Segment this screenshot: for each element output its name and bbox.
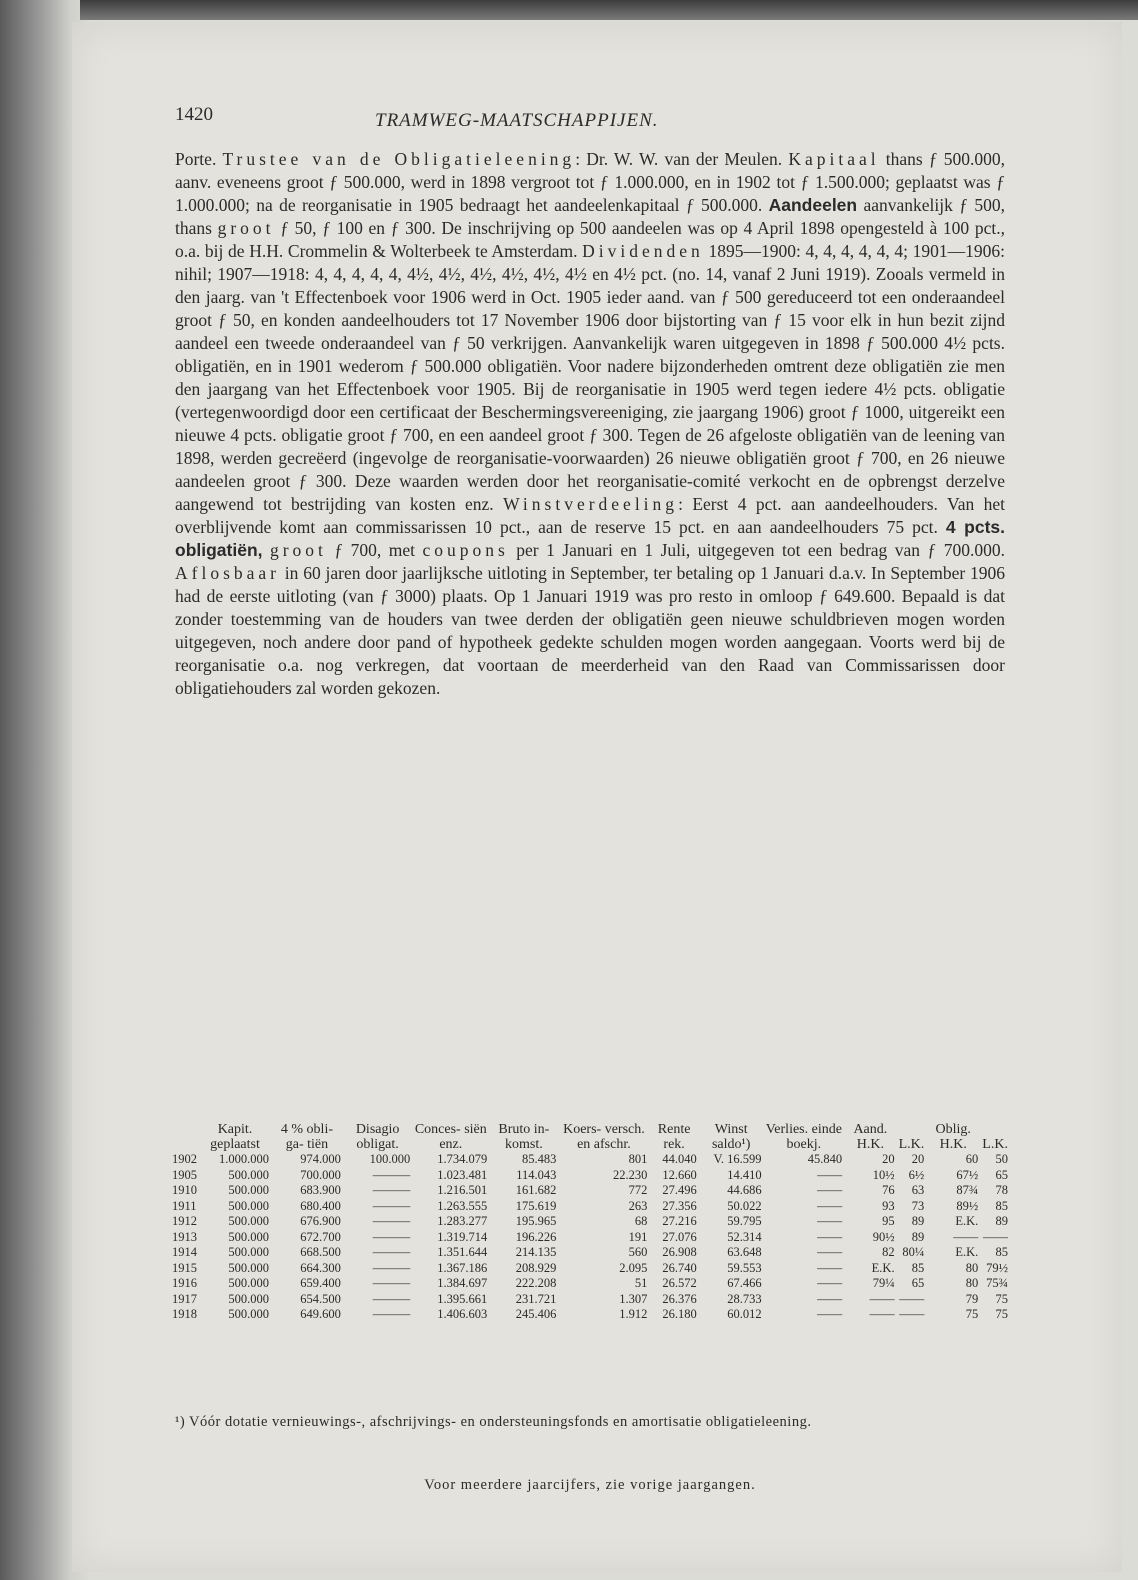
table-cell: 500.000 (228, 1183, 269, 1197)
running-title: TRAMWEG-MAATSCHAPPIJEN. (375, 110, 659, 131)
table-cell: ——— (372, 1307, 411, 1321)
table-cell: 80 (965, 1276, 979, 1290)
table-cell: 196.226 (515, 1229, 557, 1244)
table-cell: 20 (882, 1152, 895, 1166)
column-header: L.K. (982, 1137, 1008, 1152)
table-cell: 100.000 (369, 1152, 411, 1166)
table-cell: ——— (372, 1214, 411, 1228)
table-row (170, 1276, 1010, 1292)
row-year: 1910 (172, 1183, 197, 1197)
table-cell: 79¼ (872, 1276, 895, 1290)
table-cell: 500.000 (228, 1198, 269, 1213)
table-row (170, 1292, 1010, 1308)
table-cell: 50.022 (727, 1198, 762, 1213)
table-cell: 63.648 (727, 1245, 762, 1259)
spaced-heading: Kapitaal (788, 149, 880, 169)
table-cell: 500.000 (228, 1214, 269, 1228)
table-cell: 10½ (872, 1167, 895, 1182)
table-cell: 44.686 (727, 1183, 762, 1197)
company-description (175, 148, 1005, 700)
table-cell: 1.351.644 (437, 1245, 488, 1259)
spaced-heading: Trustee van de Obligatieleening (222, 149, 576, 169)
table-row (170, 1168, 1010, 1184)
table-cell: 44.040 (662, 1152, 697, 1166)
table-cell: 75 (995, 1291, 1008, 1306)
table-cell: 222.208 (515, 1276, 557, 1290)
table-cell: —— (983, 1229, 1008, 1244)
table-cell: —— (817, 1229, 843, 1244)
table-cell: 89 (911, 1229, 925, 1244)
table-cell: 191 (628, 1229, 648, 1244)
table-cell: 1.406.603 (437, 1307, 488, 1321)
table-row (170, 1307, 1010, 1323)
spaced-heading: coupons (422, 540, 509, 560)
row-year: 1917 (172, 1291, 197, 1306)
table-cell: 52.314 (727, 1229, 762, 1244)
row-year: 1913 (172, 1229, 197, 1244)
table-cell: 95 (882, 1214, 895, 1228)
column-header: Bruto in- komst. (498, 1122, 550, 1152)
column-header: Disagio obligat. (355, 1122, 400, 1152)
table-cell: 27.356 (662, 1198, 697, 1213)
table-row (170, 1261, 1010, 1277)
table-cell: —— (869, 1307, 895, 1321)
table-cell: 75 (965, 1307, 979, 1321)
table-cell: —— (899, 1291, 925, 1306)
table-cell: 500.000 (228, 1291, 269, 1306)
table-cell: 500.000 (228, 1260, 269, 1275)
table-cell: 78 (995, 1183, 1008, 1197)
table-cell: 67½ (956, 1167, 979, 1182)
table-cell: 85 (911, 1260, 925, 1275)
column-header: Kapit. geplaatst (210, 1122, 260, 1152)
table-cell: 51 (634, 1276, 648, 1290)
row-year: 1905 (172, 1167, 197, 1182)
table-cell: 659.400 (300, 1276, 341, 1290)
table-cell: 26.572 (662, 1276, 697, 1290)
table-cell: 26.908 (662, 1245, 697, 1259)
table-cell: 75¾ (986, 1276, 1008, 1290)
table-cell: 26.740 (662, 1260, 697, 1275)
table-cell: 6½ (908, 1167, 925, 1182)
table-cell: 89½ (956, 1198, 979, 1213)
table-cell: 26.180 (662, 1307, 697, 1321)
table-cell: 89 (995, 1214, 1008, 1228)
table-cell: 89 (911, 1214, 925, 1228)
row-year: 1912 (172, 1214, 197, 1228)
table-cell: 2.095 (619, 1260, 648, 1275)
row-year: 1916 (172, 1276, 197, 1290)
table-cell: 75 (995, 1307, 1008, 1321)
table-cell: 1.319.714 (437, 1229, 488, 1244)
text-span (263, 540, 270, 560)
table-cell: 82 (882, 1245, 895, 1259)
table-cell: 772 (628, 1183, 648, 1197)
table-cell: 245.406 (515, 1307, 557, 1321)
table-cell: 1.367.186 (437, 1260, 488, 1275)
text-span: Porte. (175, 149, 223, 169)
table-cell: 27.076 (662, 1229, 697, 1244)
scan-top-edge (80, 0, 1138, 20)
text-span: : Eerst 4 pct. aan aandeelhouders. Van het overblijvende komt aan commissarissen 10 pct., aan de reserve 15 pct. en aan aandeelhouders 75 pct. (175, 494, 1005, 537)
text-span: aanvankelijk ƒ 500, thans (175, 195, 1006, 238)
financial-table (170, 1122, 1010, 1323)
table-cell: 231.721 (515, 1291, 557, 1306)
table-row (170, 1183, 1010, 1199)
row-year: 1902 (172, 1152, 197, 1166)
text-span: ƒ 700, met (326, 540, 423, 560)
table-cell: 208.929 (515, 1260, 557, 1275)
column-header: Aand. H.K. (853, 1122, 888, 1152)
page-number: 1420 (175, 104, 213, 125)
spaced-heading: Winstverdeeling (503, 494, 679, 514)
column-header: Koers- versch. en afschr. (563, 1122, 645, 1152)
table-cell: 73 (911, 1198, 925, 1213)
table-cell: —— (817, 1198, 843, 1213)
table-cell: 1.912 (619, 1307, 648, 1321)
text-span: : Dr. W. W. van der Meulen. (575, 149, 789, 169)
table-cell: E.K. (955, 1245, 979, 1259)
table-cell: —— (817, 1260, 843, 1275)
table-cell: 28.733 (727, 1291, 762, 1306)
table-cell: E.K. (955, 1214, 979, 1228)
table-cell: 20 (911, 1152, 925, 1166)
table-row (170, 1214, 1010, 1230)
text-span: ƒ 50, ƒ 100 en ƒ 300. De inschrijving op 500 aandeelen was op 4 April 1898 opengesteld à 100 pct., o.a. bij de H.H. Crommelin & Wolterbeek te Amsterdam. (175, 218, 1005, 261)
column-header: Winst saldo¹) (711, 1122, 751, 1152)
table-cell: 22.230 (613, 1167, 648, 1182)
table-cell: 654.500 (300, 1291, 341, 1306)
table-cell: 27.496 (662, 1183, 697, 1197)
table-cell: 76 (882, 1183, 895, 1197)
column-header: L.K. (898, 1137, 925, 1152)
table-cell: 85 (995, 1198, 1008, 1213)
table-cell: 801 (628, 1152, 648, 1166)
table-cell: —— (899, 1307, 925, 1321)
column-header: 4 % obli- ga- tiën (280, 1122, 333, 1152)
table-cell: 60 (965, 1152, 979, 1166)
table-cell: E.K. (871, 1260, 895, 1275)
table-cell: —— (817, 1307, 843, 1321)
table-cell: 175.619 (515, 1198, 557, 1213)
table-cell: 649.600 (300, 1307, 341, 1321)
table-cell: 63 (911, 1183, 925, 1197)
row-year: 1911 (172, 1198, 197, 1213)
table-cell: —— (817, 1183, 843, 1197)
spaced-heading: Aflosbaar (175, 563, 281, 583)
body-text (175, 148, 1005, 700)
spaced-heading: Dividenden (582, 241, 704, 261)
table-cell: 560 (628, 1245, 648, 1259)
table-cell: 1.734.079 (437, 1152, 488, 1166)
table-cell: 27.216 (662, 1214, 697, 1228)
table-cell: 85.483 (522, 1152, 557, 1166)
text-span: thans ƒ 500.000, aanv. eveneens groot ƒ 500.000, werd in 1898 vergroot tot ƒ 1.000.000, en in 1902 tot ƒ 1.500.000; geplaatst was ƒ 1.000.000; na de reorganisatie in 1905 bedraagt het aandeelenkapitaal ƒ 500.000. (175, 149, 1005, 215)
table-cell: 672.700 (300, 1229, 341, 1244)
table-row (170, 1152, 1010, 1168)
text-span: in 60 jaren door jaarlijksche uitloting in September, ter betaling op 1 Januari d.a.v. In September 1906 had de eerste uitloting (van ƒ 3000) plaats. Op 1 Januari 1919 was pro resto in omloop ƒ 649.600. Bepaald is dat zonder toestemming van de houders van twee derden der obligatiën geen nieuwe schuldbrieven mogen worden uitgegeven, noch andere door pand of hypotheek gedekte schulden mogen worden aangegaan. Voorts werd bij de reorganisatie o.a. nog verkregen, dat voortaan de meerderheid van den Raad van Commissarissen door obligatiehouders zal worden gekozen. (175, 563, 1005, 698)
table-cell: 1.283.277 (437, 1214, 488, 1228)
table-cell: ——— (372, 1291, 411, 1306)
table-cell: 974.000 (300, 1152, 341, 1166)
table-cell: —— (817, 1167, 843, 1182)
table-cell: 161.682 (515, 1183, 557, 1197)
table-cell: 664.300 (300, 1260, 341, 1275)
table-cell: 1.000.000 (219, 1152, 269, 1166)
table-cell: 26.376 (662, 1291, 697, 1306)
table-cell: 214.135 (515, 1245, 557, 1259)
table-cell: 1.307 (619, 1291, 648, 1306)
table-cell: 500.000 (228, 1167, 269, 1182)
column-header (170, 1122, 199, 1152)
table-row (170, 1199, 1010, 1215)
table-cell: 1.395.661 (437, 1291, 488, 1306)
table-cell: —— (817, 1276, 843, 1290)
table-cell: —— (817, 1214, 843, 1228)
row-year: 1915 (172, 1260, 197, 1275)
bold-heading: 4 pcts. obligatiën, (175, 517, 1005, 560)
table-cell: 500.000 (228, 1307, 269, 1321)
table-cell: 79 (965, 1291, 979, 1306)
table-cell: 683.900 (300, 1183, 341, 1197)
table-cell: 90½ (872, 1229, 895, 1244)
table-cell: 114.043 (516, 1167, 557, 1182)
table-cell: 50 (995, 1152, 1008, 1166)
data-table (170, 1122, 1010, 1323)
table-cell: ——— (372, 1167, 411, 1182)
table-cell: 500.000 (228, 1229, 269, 1244)
table-cell: 14.410 (727, 1167, 762, 1182)
table-cell: 680.400 (300, 1198, 341, 1213)
table-cell: 80 (965, 1260, 979, 1275)
table-cell: 65 (995, 1167, 1008, 1182)
table-cell: V. 16.599 (713, 1152, 762, 1166)
table-cell: 668.500 (300, 1245, 341, 1259)
table-row (170, 1230, 1010, 1246)
table-cell: ——— (372, 1276, 411, 1290)
table-cell: ——— (372, 1183, 411, 1197)
table-cell: 87¾ (956, 1183, 979, 1197)
table-cell: 676.900 (300, 1214, 341, 1228)
table-cell: ——— (372, 1198, 411, 1213)
column-header: Oblig. H.K. (935, 1122, 971, 1152)
row-year: 1918 (172, 1307, 197, 1321)
table-cell: 263 (628, 1198, 648, 1213)
page-header (175, 104, 1005, 134)
row-year: 1914 (172, 1245, 197, 1259)
table-cell: 65 (911, 1276, 925, 1290)
text-span: 1895—1900: 4, 4, 4, 4, 4, 4; 1901—1906: nihil; 1907—1918: 4, 4, 4, 4, 4, 4½, 4½, 4½, 4½, 4½, 4½ en 4½ pct. (no. 14, vanaf 2 Juni 1919). Zooals vermeld in den jaarg. van 't Effectenboek voor 1906 werd in Oct. 1905 ieder aand. van ƒ 500 gereduceerd tot een onderaandeel groot ƒ 50, en konden aandeelhouders tot 17 November 1906 door bijstorting van ƒ 15 voor elk in hun bezit zijnd aandeel een tweede onderaandeel van ƒ 50 verkrijgen. Aanvankelijk waren uitgegeven in 1898 ƒ 500.000 4½ pcts. obligatiën, en in 1901 wederom ƒ 500.000 obligatiën. Voor nadere bijzonderheden omtrent deze obligatiën zie men den jaargang van het Effectenboek voor 1905. Bij de reorganisatie in 1905 werd tegen iedere 4½ pcts. obligatie (vertegenwoordigd door een certificaat der Beschermingsvereeniging, zie jaargang 1906) groot ƒ 1000, uitgereikt een nieuwe 4 pcts. obligatie groot ƒ 700, en een aandeel groot ƒ 300. Tegen de 26 afgeloste obligatiën van de leening van 1898, werden gecreëerd (ingevolge de reorganisatie-voorwaarden) 26 nieuwe obligatiën groot ƒ 700, en 26 nieuwe aandeelen groot ƒ 300. Deze waarden werden door het reorganisatie-comité verkocht en de opbrengst derzelve aangewend tot bestrijding van kosten enz. (175, 241, 1005, 514)
table-cell: —— (817, 1291, 843, 1306)
table-cell: 1.263.555 (437, 1198, 488, 1213)
table-cell: ——— (372, 1245, 411, 1259)
text-span: per 1 Januari en 1 Juli, uitgegeven tot een bedrag van ƒ 700.000. (508, 540, 1005, 560)
footer-note: Voor meerdere jaarcijfers, zie vorige jaargangen. (424, 1477, 756, 1493)
table-cell: 45.840 (807, 1152, 843, 1166)
table-cell: 59.795 (727, 1214, 762, 1228)
column-header: Verlies. einde boekj. (765, 1122, 842, 1152)
table-cell: 60.012 (727, 1307, 762, 1321)
spaced-heading: groot (269, 540, 327, 560)
table-row (170, 1245, 1010, 1261)
table-cell: 68 (634, 1214, 648, 1228)
table-cell: —— (869, 1291, 895, 1306)
spaced-heading: groot (217, 218, 275, 238)
bold-heading: Aandeelen (768, 195, 858, 215)
table-cell: 85 (995, 1245, 1008, 1259)
table-cell: ——— (372, 1260, 411, 1275)
table-cell: 59.553 (727, 1260, 762, 1275)
table-cell: 1.023.481 (437, 1167, 488, 1182)
table-cell: ——— (372, 1229, 411, 1244)
column-header: Rente rek. (657, 1122, 691, 1152)
column-header: Conces- siën enz. (414, 1122, 487, 1152)
table-header-row (170, 1122, 1010, 1152)
table-cell: 500.000 (228, 1276, 269, 1290)
table-cell: 700.000 (300, 1167, 341, 1182)
table-body (170, 1152, 1010, 1323)
table-cell: 500.000 (228, 1245, 269, 1259)
table-cell: 1.216.501 (437, 1183, 488, 1197)
table-cell: 67.466 (727, 1276, 762, 1290)
table-cell: 79½ (986, 1260, 1008, 1275)
table-footnote: ¹) Vóór dotatie vernieuwings-, afschrijvings- en ondersteuningsfonds en amortisatie obligatieleening. (175, 1414, 812, 1430)
table-cell: 195.965 (515, 1214, 557, 1228)
table-cell: 12.660 (662, 1167, 697, 1182)
table-cell: —— (817, 1245, 843, 1259)
table-cell: 80¼ (902, 1245, 925, 1259)
table-cell: 1.384.697 (437, 1276, 488, 1290)
table-cell: —— (953, 1229, 979, 1244)
table-cell: 93 (882, 1198, 895, 1213)
